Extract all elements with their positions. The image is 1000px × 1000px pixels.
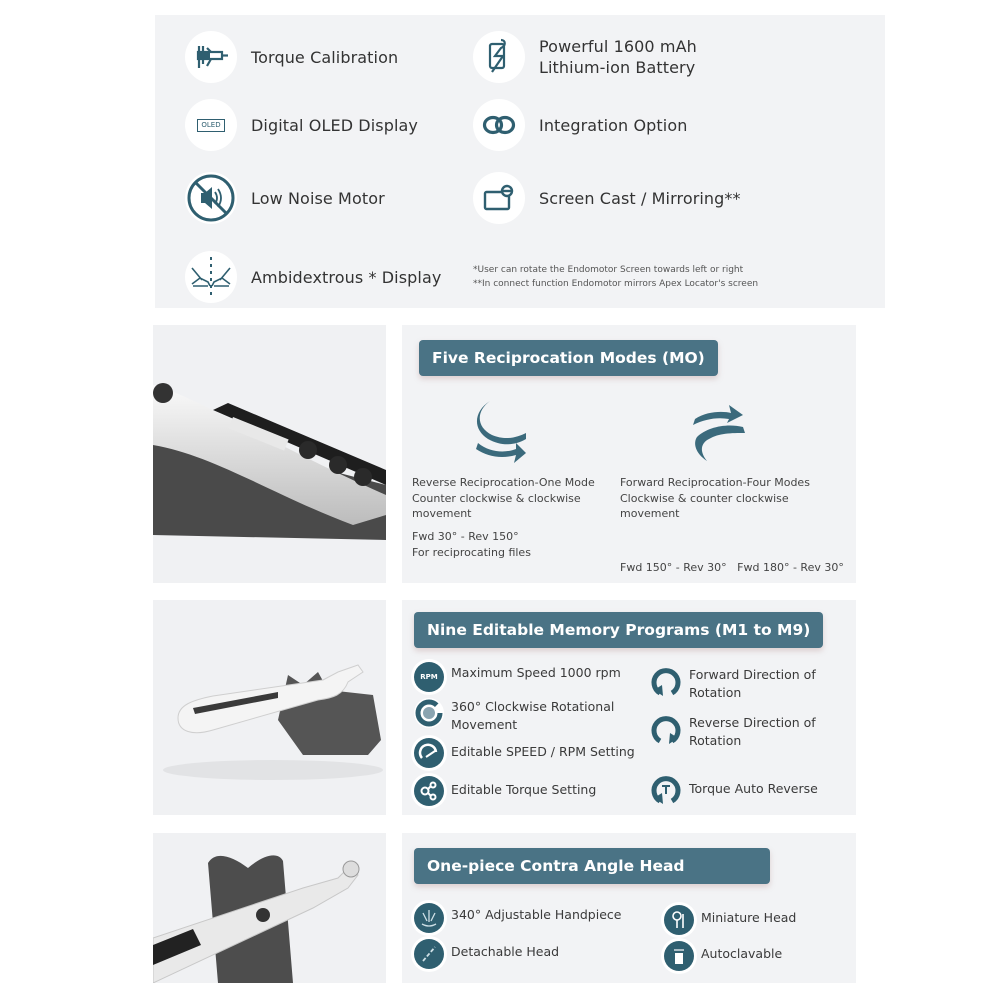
key-features-panel	[155, 15, 885, 308]
autoclave-icon	[664, 941, 694, 971]
reverse-mode-usage: For reciprocating files	[412, 545, 531, 559]
feature-label: Miniature Head	[701, 910, 797, 925]
feature-screen-cast	[473, 172, 741, 224]
forward-mode-line: Clockwise & counter clockwise	[620, 491, 789, 505]
feature-label	[539, 36, 697, 78]
feature-label	[689, 666, 816, 702]
feature-label: Maximum Speed 1000 rpm	[451, 665, 621, 680]
screen-cast-icon	[473, 172, 525, 224]
section-title-banner: Nine Editable Memory Programs (M1 to M9)	[414, 612, 823, 648]
endomotor-closeup-image	[153, 325, 386, 583]
feature-adjustable-handpiece	[414, 903, 621, 933]
memory-programs-panel	[402, 600, 856, 815]
contra-angle-head-image	[153, 833, 386, 983]
feature-label: Torque Auto Reverse	[689, 781, 818, 796]
feature-low-noise	[185, 172, 385, 224]
section-title-banner: One-piece Contra Angle Head	[414, 848, 770, 884]
feature-label: Detachable Head	[451, 944, 560, 959]
reciprocation-modes-panel	[402, 325, 856, 583]
feature-label: Torque Calibration	[251, 47, 399, 67]
feature-label: Editable SPEED / RPM Setting	[451, 744, 635, 759]
feature-torque-calibration	[185, 31, 398, 83]
feature-label: 340° Adjustable Handpiece	[451, 907, 622, 922]
feature-reverse-rotation	[650, 714, 816, 750]
endomotor-on-stand-image	[153, 600, 386, 815]
reverse-mode-angle: Fwd 30° - Rev 150°	[412, 530, 519, 543]
ambidextrous-hands-icon	[185, 251, 237, 303]
feature-label	[689, 714, 816, 750]
footnotes	[473, 263, 758, 291]
oled-icon-text: OLED	[197, 119, 224, 132]
feature-detachable-head	[414, 939, 559, 969]
feature-label-line1: Reverse Direction of	[689, 715, 816, 730]
rpm-icon-text: RPM	[420, 673, 438, 681]
feature-torque-auto-reverse	[650, 774, 818, 806]
forward-mode-description	[620, 475, 810, 522]
feature-autoclavable	[664, 941, 782, 971]
product-photo-display-closeup	[153, 325, 386, 583]
torque-auto-reverse-icon	[650, 774, 682, 806]
linked-rings-icon	[473, 99, 525, 151]
battery-bolt-icon	[473, 31, 525, 83]
reverse-mode-line: movement	[412, 507, 472, 520]
feature-max-speed	[414, 662, 621, 692]
speedometer-icon	[414, 738, 444, 768]
feature-label-line2: Rotation	[689, 733, 742, 748]
feature-label-line1: Forward Direction of	[689, 667, 816, 682]
product-photo-contra-angle	[153, 833, 386, 983]
feature-label: Integration Option	[539, 115, 688, 135]
oled-display-icon	[185, 99, 237, 151]
feature-integration	[473, 99, 687, 151]
rpm-icon	[414, 662, 444, 692]
feature-label: Editable Torque Setting	[451, 782, 597, 797]
miniature-head-icon	[664, 905, 694, 935]
feature-label: Ambidextrous * Display	[251, 267, 442, 287]
feature-forward-rotation	[650, 666, 816, 702]
feature-editable-speed	[414, 738, 635, 768]
feature-label: Low Noise Motor	[251, 188, 385, 208]
adjustable-handpiece-icon	[414, 903, 444, 933]
contra-angle-head-panel	[402, 833, 856, 983]
detachable-head-icon	[414, 939, 444, 969]
feature-ambidextrous	[185, 251, 441, 303]
feature-oled-display	[185, 99, 418, 151]
reverse-mode-line: Counter clockwise & clockwise	[412, 491, 581, 505]
forward-mode-line: movement	[620, 507, 680, 520]
feature-label: Autoclavable	[701, 946, 783, 961]
footnote-2: **In connect function Endomotor mirrors Apex Locator's screen	[473, 279, 759, 289]
reverse-mode-title: Reverse Reciprocation-One Mode	[412, 476, 595, 489]
forward-mode-angles: Fwd 150° - Rev 30° Fwd 180° - Rev 30°	[620, 561, 844, 574]
product-photo-on-stand	[153, 600, 386, 815]
feature-miniature-head	[664, 905, 796, 935]
feature-360-rotation	[414, 698, 614, 734]
feature-label-line1: 360° Clockwise Rotational	[451, 699, 615, 714]
reverse-mode-settings	[412, 529, 531, 560]
reverse-mode-description	[412, 475, 595, 522]
muted-speaker-icon	[185, 172, 237, 224]
feature-battery	[473, 31, 697, 83]
feature-label: Screen Cast / Mirroring**	[539, 188, 741, 208]
feature-label: Digital OLED Display	[251, 115, 418, 135]
feature-label	[451, 698, 614, 734]
footnote-1: *User can rotate the Endomotor Screen towards left or right	[473, 265, 744, 275]
torque-nodes-icon	[414, 776, 444, 806]
forward-mode-title: Forward Reciprocation-Four Modes	[620, 476, 810, 489]
feature-editable-torque	[414, 776, 596, 806]
feature-label-line2: Rotation	[689, 685, 742, 700]
section-title-banner: Five Reciprocation Modes (MO)	[419, 340, 718, 376]
feature-label-line1: Powerful 1600 mAh	[539, 37, 697, 56]
feature-label-line2: Movement	[451, 717, 518, 732]
reverse-rotation-icon	[650, 714, 682, 746]
forward-rotation-icon	[650, 666, 682, 698]
caliper-icon	[185, 31, 237, 83]
feature-label-line2: Lithium-ion Battery	[539, 58, 696, 77]
counterclockwise-reciprocation-icon	[472, 397, 532, 465]
clockwise-reciprocation-icon	[693, 405, 745, 461]
rotation-360-icon	[414, 698, 444, 728]
